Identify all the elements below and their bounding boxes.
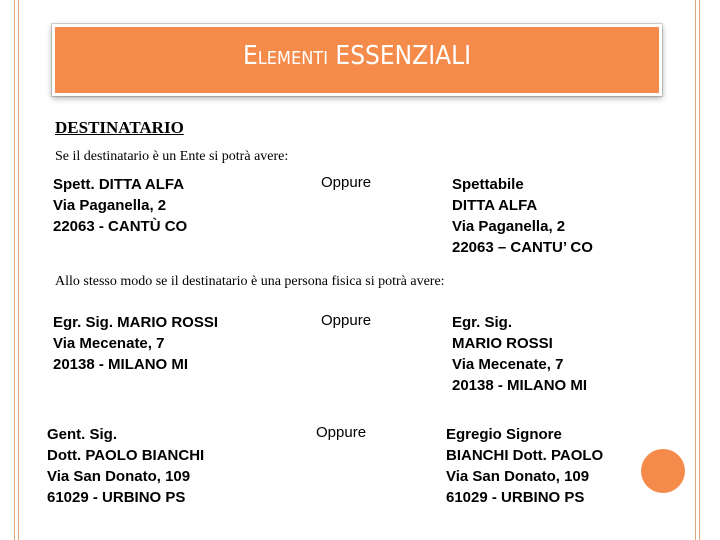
address-block-persona-long — [452, 312, 587, 396]
address-line: DITTA ALFA — [452, 197, 538, 214]
address-line: BIANCHI Dott. PAOLO — [446, 447, 604, 464]
address-line: Via San Donato, 109 — [446, 468, 590, 485]
address-block-dott-short — [47, 424, 204, 508]
address-line: Spett. DITTA ALFA — [53, 176, 185, 193]
address-block-ente-long — [452, 174, 593, 258]
address-line: Via San Donato, 109 — [47, 468, 191, 485]
section-heading: DESTINATARIO — [55, 118, 184, 137]
address-line: Via Paganella, 2 — [53, 197, 167, 214]
slide-title — [55, 41, 659, 71]
address-block-dott-long — [446, 424, 603, 508]
left-border-line — [14, 0, 15, 540]
address-line: 20138 - MILANO MI — [53, 356, 189, 373]
address-line: 22063 – CANTU’ CO — [452, 239, 593, 256]
address-line: Via Paganella, 2 — [452, 218, 566, 235]
address-line: Gent. Sig. — [47, 426, 118, 443]
address-block-persona-short — [53, 312, 218, 375]
title-prefix: Elementi — [242, 41, 328, 71]
address-line: 61029 - URBINO PS — [47, 489, 186, 506]
address-line: Dott. PAOLO BIANCHI — [47, 447, 205, 464]
oppure-label: Oppure — [321, 174, 372, 191]
intro-ente: Se il destinatario è un Ente si potrà avere: — [55, 149, 289, 164]
address-line: 20138 - MILANO MI — [452, 377, 588, 394]
decorative-circle — [641, 449, 685, 493]
title-banner — [52, 24, 662, 96]
address-line: MARIO ROSSI — [452, 335, 553, 352]
address-line: Egr. Sig. — [452, 314, 513, 331]
address-line: Via Mecenate, 7 — [452, 356, 564, 373]
address-line: Egr. Sig. MARIO ROSSI — [53, 314, 219, 331]
title-main: ESSENZIALI — [335, 41, 472, 71]
address-block-ente-short — [53, 174, 187, 237]
oppure-label: Oppure — [316, 424, 367, 441]
right-border-line — [699, 0, 700, 540]
oppure-label: Oppure — [321, 312, 372, 329]
intro-persona: Allo stesso modo se il destinatario è una persona fisica si potrà avere: — [55, 274, 445, 289]
address-line: Egregio Signore — [446, 426, 562, 443]
left-border-line-inner — [18, 0, 19, 540]
address-line: 61029 - URBINO PS — [446, 489, 585, 506]
right-border-line-inner — [695, 0, 696, 540]
address-line: 22063 - CANTÙ CO — [53, 218, 188, 235]
address-line: Spettabile — [452, 176, 524, 193]
address-line: Via Mecenate, 7 — [53, 335, 165, 352]
